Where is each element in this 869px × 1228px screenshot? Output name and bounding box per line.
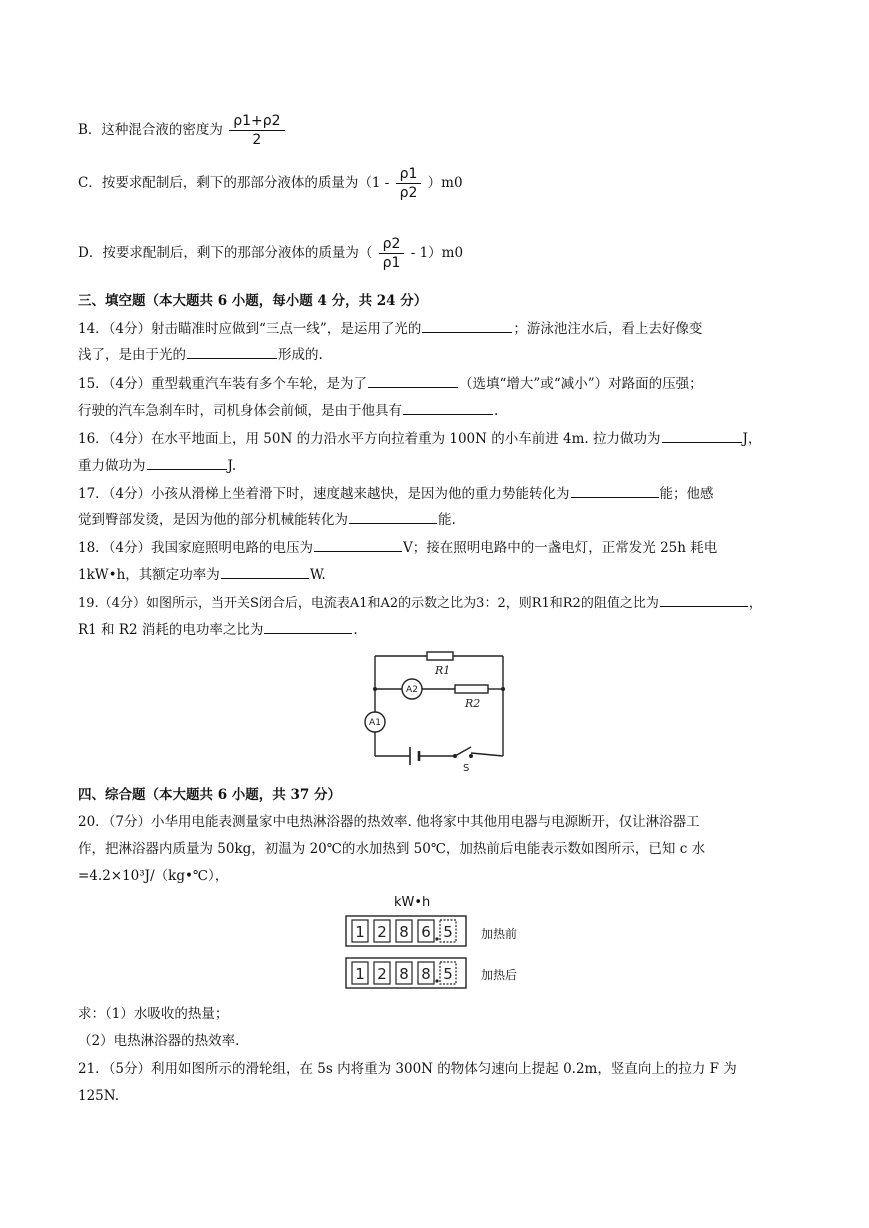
q17-text: 17．（4分）小孩从滑梯上坐着滑下时，速度越来越快，是因为他的重力势能转化为 — [78, 486, 570, 502]
junction — [501, 687, 505, 691]
q18-text: V；接在照明电路中的一盏电灯，正常发光 25h 耗电 — [403, 540, 718, 556]
q20-ask1: 求：（1）水吸收的热量； — [78, 1006, 229, 1022]
q18-text: W. — [309, 567, 326, 583]
switch-lever — [455, 747, 471, 756]
meter-digit: 2 — [377, 965, 387, 983]
option-b — [78, 112, 287, 149]
meter-digit: 8 — [399, 965, 409, 983]
answer-blank[interactable] — [368, 374, 458, 388]
answer-blank[interactable] — [660, 593, 748, 607]
circuit-diagram — [355, 650, 515, 772]
option-d-tail: - 1）m0 — [410, 245, 464, 261]
q17-text: 能；他感 — [659, 486, 714, 502]
answer-blank[interactable] — [187, 345, 277, 359]
q17-text: 觉到臀部发烫，是因为他的部分机械能转化为 — [78, 512, 348, 528]
meter-figure — [344, 895, 544, 993]
fraction-numerator: ρ1+ρ2 — [229, 112, 284, 131]
q16-text: 重力做功为 — [78, 458, 146, 474]
meter-digit: 1 — [355, 965, 365, 983]
answer-blank[interactable] — [314, 538, 402, 552]
answer-blank[interactable] — [221, 565, 309, 579]
option-c-text: C．按要求配制后，剩下的那部分液体的质量为（1 - — [78, 175, 390, 191]
fraction-denominator: 2 — [252, 132, 262, 148]
q14-text: ；游泳池注水后，看上去好像变 — [513, 321, 703, 337]
q18-line2 — [78, 565, 326, 584]
q20-ask2: （2）电热淋浴器的热效率. — [78, 1033, 240, 1049]
label-r2: R2 — [465, 697, 481, 710]
q20-line1: 20．（7分）小华用电能表测量家中电热淋浴器的热效率. 他将家中其他用电器与电源断开，仅让淋浴器工 — [78, 814, 700, 830]
meter-unit: kW•h — [394, 895, 431, 910]
fraction-denominator: ρ1 — [382, 255, 401, 271]
q15-text: . — [494, 403, 499, 419]
meter-after-label: 加热后 — [481, 968, 518, 982]
q19-text: R1 和 R2 消耗的电功率之比为 — [78, 622, 264, 638]
meter-after-digits — [352, 962, 456, 984]
label-a2: A2 — [406, 685, 418, 695]
section-4-title: 四、综合题（本大题共 6 小题，共 37 分） — [78, 787, 341, 803]
answer-blank[interactable] — [349, 510, 437, 524]
q16-line1 — [78, 429, 761, 448]
q16-text: J. — [227, 458, 237, 474]
q15-text: （选填“增大”或“减小”）对路面的压强； — [459, 376, 703, 392]
q19-text: ， — [748, 596, 762, 611]
label-s: S — [463, 763, 470, 772]
q19-text: 19.（4分）如图所示，当开关S闭合后，电流表A1和A2的示数之比为3：2，则R1和R2的阻值之比为 — [78, 596, 659, 611]
q15-line2 — [78, 401, 498, 420]
q20-line3: =4.2×10³J/（kg•℃）， — [78, 868, 229, 884]
option-c — [78, 165, 463, 202]
meter-digit: 6 — [421, 923, 431, 941]
option-c-fraction — [396, 165, 422, 202]
meter-digit: 5 — [443, 965, 453, 983]
q17-line2 — [78, 510, 456, 529]
meter-digit: 8 — [421, 965, 431, 983]
answer-blank[interactable] — [571, 484, 659, 498]
q17-line1 — [78, 484, 714, 503]
section-3-title: 三、填空题（本大题共 6 小题，每小题 4 分，共 24 分） — [78, 293, 428, 309]
label-r1: R1 — [435, 664, 451, 677]
meter-before-digits — [352, 920, 456, 942]
junction — [373, 687, 377, 691]
meter-digit: 8 — [399, 923, 409, 941]
q16-text: J， — [742, 431, 762, 447]
q18-text: 18．（4分）我国家庭照明电路的电压为 — [78, 540, 314, 556]
fraction-numerator: ρ1 — [396, 165, 422, 184]
q16-text: 16．（4分）在水平地面上，用 50N 的力沿水平方向拉着重为 100N 的小车前进 4m. 拉力做功为 — [78, 431, 661, 447]
meter-digit: 1 — [355, 923, 365, 941]
q14-text: 浅了，是由于光的 — [78, 347, 186, 363]
answer-blank[interactable] — [662, 429, 742, 443]
answer-blank[interactable] — [422, 319, 512, 333]
answer-blank[interactable] — [147, 456, 227, 470]
q15-text: 行驶的汽车急刹车时，司机身体会前倾，是由于他具有 — [78, 403, 402, 419]
q16-line2 — [78, 456, 236, 475]
q15-line1 — [78, 374, 703, 393]
resistor-r1 — [427, 652, 453, 660]
resistor-r2 — [455, 685, 488, 693]
q19-text: . — [353, 622, 358, 638]
meter-decimal-point — [435, 937, 438, 940]
q20-line2: 作，把淋浴器内质量为 50kg，初温为 20℃的水加热到 50℃，加热前后电能表示数如图所示，已知 c 水 — [78, 841, 706, 857]
option-c-tail: ）m0 — [427, 175, 463, 191]
meter-digit: 5 — [443, 923, 453, 941]
option-b-fraction — [229, 112, 284, 149]
option-b-text: B．这种混合液的密度为 — [78, 122, 223, 138]
q19-line1 — [78, 593, 762, 613]
option-d — [78, 235, 463, 272]
q14-text: 形成的. — [278, 347, 323, 363]
q19-line2 — [78, 620, 358, 639]
q15-text: 15．（4分）重型载重汽车装有多个车轮，是为了 — [78, 376, 368, 392]
meter-decimal-point — [435, 979, 438, 982]
option-d-text: D．按要求配制后，剩下的那部分液体的质量为（ — [78, 245, 373, 261]
fraction-numerator: ρ2 — [379, 235, 405, 254]
meter-before-label: 加热前 — [481, 927, 518, 941]
q18-text: 1kW•h，其额定功率为 — [78, 567, 220, 583]
switch-contact — [469, 754, 473, 758]
option-d-fraction — [379, 235, 405, 272]
q18-line1 — [78, 538, 717, 557]
label-a1: A1 — [369, 718, 381, 728]
q14-line1 — [78, 319, 702, 338]
answer-blank[interactable] — [403, 401, 493, 415]
q17-text: 能. — [438, 512, 456, 528]
q14-text: 14．（4分）射击瞄准时应做到“三点一线”，是运用了光的 — [78, 321, 422, 337]
meter-digit: 2 — [377, 923, 387, 941]
fraction-denominator: ρ2 — [399, 185, 418, 201]
q21-line2: 125N. — [78, 1088, 120, 1104]
answer-blank[interactable] — [264, 620, 352, 634]
q14-line2 — [78, 345, 323, 364]
q21-line1: 21．（5分）利用如图所示的滑轮组，在 5s 内将重为 300N 的物体匀速向上提起 0.2m，竖直向上的拉力 F 为 — [78, 1061, 737, 1077]
